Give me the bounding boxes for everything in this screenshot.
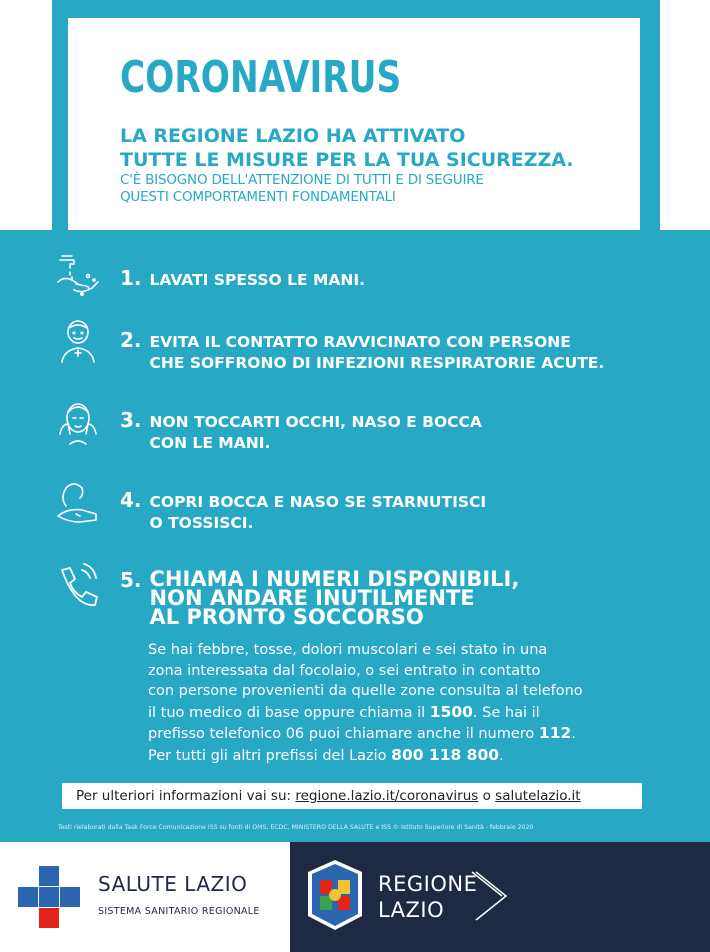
- face-touch-icon: [52, 398, 104, 450]
- phone-number-112: 112: [538, 724, 572, 742]
- phone-number-800: 800 118 800: [391, 745, 500, 764]
- link-regione-lazio[interactable]: regione.lazio.it/coronavirus: [295, 788, 479, 804]
- person-icon: [52, 316, 104, 368]
- salute-lazio-title: SALUTE LAZIO: [98, 872, 248, 896]
- poster-note: C'È BISOGNO DELL'ATTENZIONE DI TUTTI E DI SEGUIRE QUESTI COMPORTAMENTI FONDAMENTALI: [120, 172, 484, 205]
- poster-title: CORONAVIRUS: [120, 52, 402, 103]
- hand-washing-icon: [52, 252, 104, 304]
- emergency-paragraph: Se hai febbre, tosse, dolori muscolari e sei stato in una zona interessata dal focolaio, o sei entrato in contatto con persone provenienti da quelle zone consulta al telefono il tuo medico di base oppure chiama il 1500. Se hai il prefisso telefonico 06 puoi chiamare anche il numero 112. Per tutti gli altri prefissi del Lazio 800 118 800.: [148, 642, 583, 764]
- step-2: 2. EVITA IL CONTATTO RAVVICINATO CON PERSONE CHE SOFFRONO DI INFEZIONI RESPIRATORIE ACUTE.: [120, 328, 605, 372]
- phone-number-1500: 1500: [429, 702, 473, 721]
- salute-lazio-cross-logo: [18, 866, 80, 928]
- info-bar: Per ulteriori informazioni vai su: regione.lazio.it/coronavirus o salutelazio.it: [62, 783, 642, 809]
- link-salute-lazio[interactable]: salutelazio.it: [495, 788, 581, 804]
- salute-lazio-subtitle: SISTEMA SANITARIO REGIONALE: [98, 906, 260, 917]
- regione-lazio-emblem-icon: [304, 858, 366, 932]
- poster-subtitle: LA REGIONE LAZIO HA ATTIVATO TUTTE LE MISURE PER LA TUA SICUREZZA.: [120, 125, 574, 171]
- footnote: Testi rielaborati dalla Task Force Comunicazione ISS su fonti di OMS, ECDC, MINISTERO DELLA SALUTE e ISS © Istituto Superiore di Sanità - febbraio 2020: [58, 824, 534, 831]
- phone-icon: [52, 562, 104, 614]
- step-3: 3. NON TOCCARTI OCCHI, NASO E BOCCA CON LE MANI.: [120, 408, 482, 452]
- step-5: 5. CHIAMA I NUMERI DISPONIBILI, NON ANDARE INUTILMENTE AL PRONTO SOCCORSO: [120, 567, 520, 629]
- step-4: 4. COPRI BOCCA E NASO SE STARNUTISCI O TOSSISCI.: [120, 488, 487, 532]
- chevron-right-icon: [470, 866, 530, 926]
- regione-lazio-title: REGIONE LAZIO: [378, 872, 478, 922]
- sneeze-icon: [52, 476, 104, 528]
- step-1: 1. LAVATI SPESSO LE MANI.: [120, 266, 366, 290]
